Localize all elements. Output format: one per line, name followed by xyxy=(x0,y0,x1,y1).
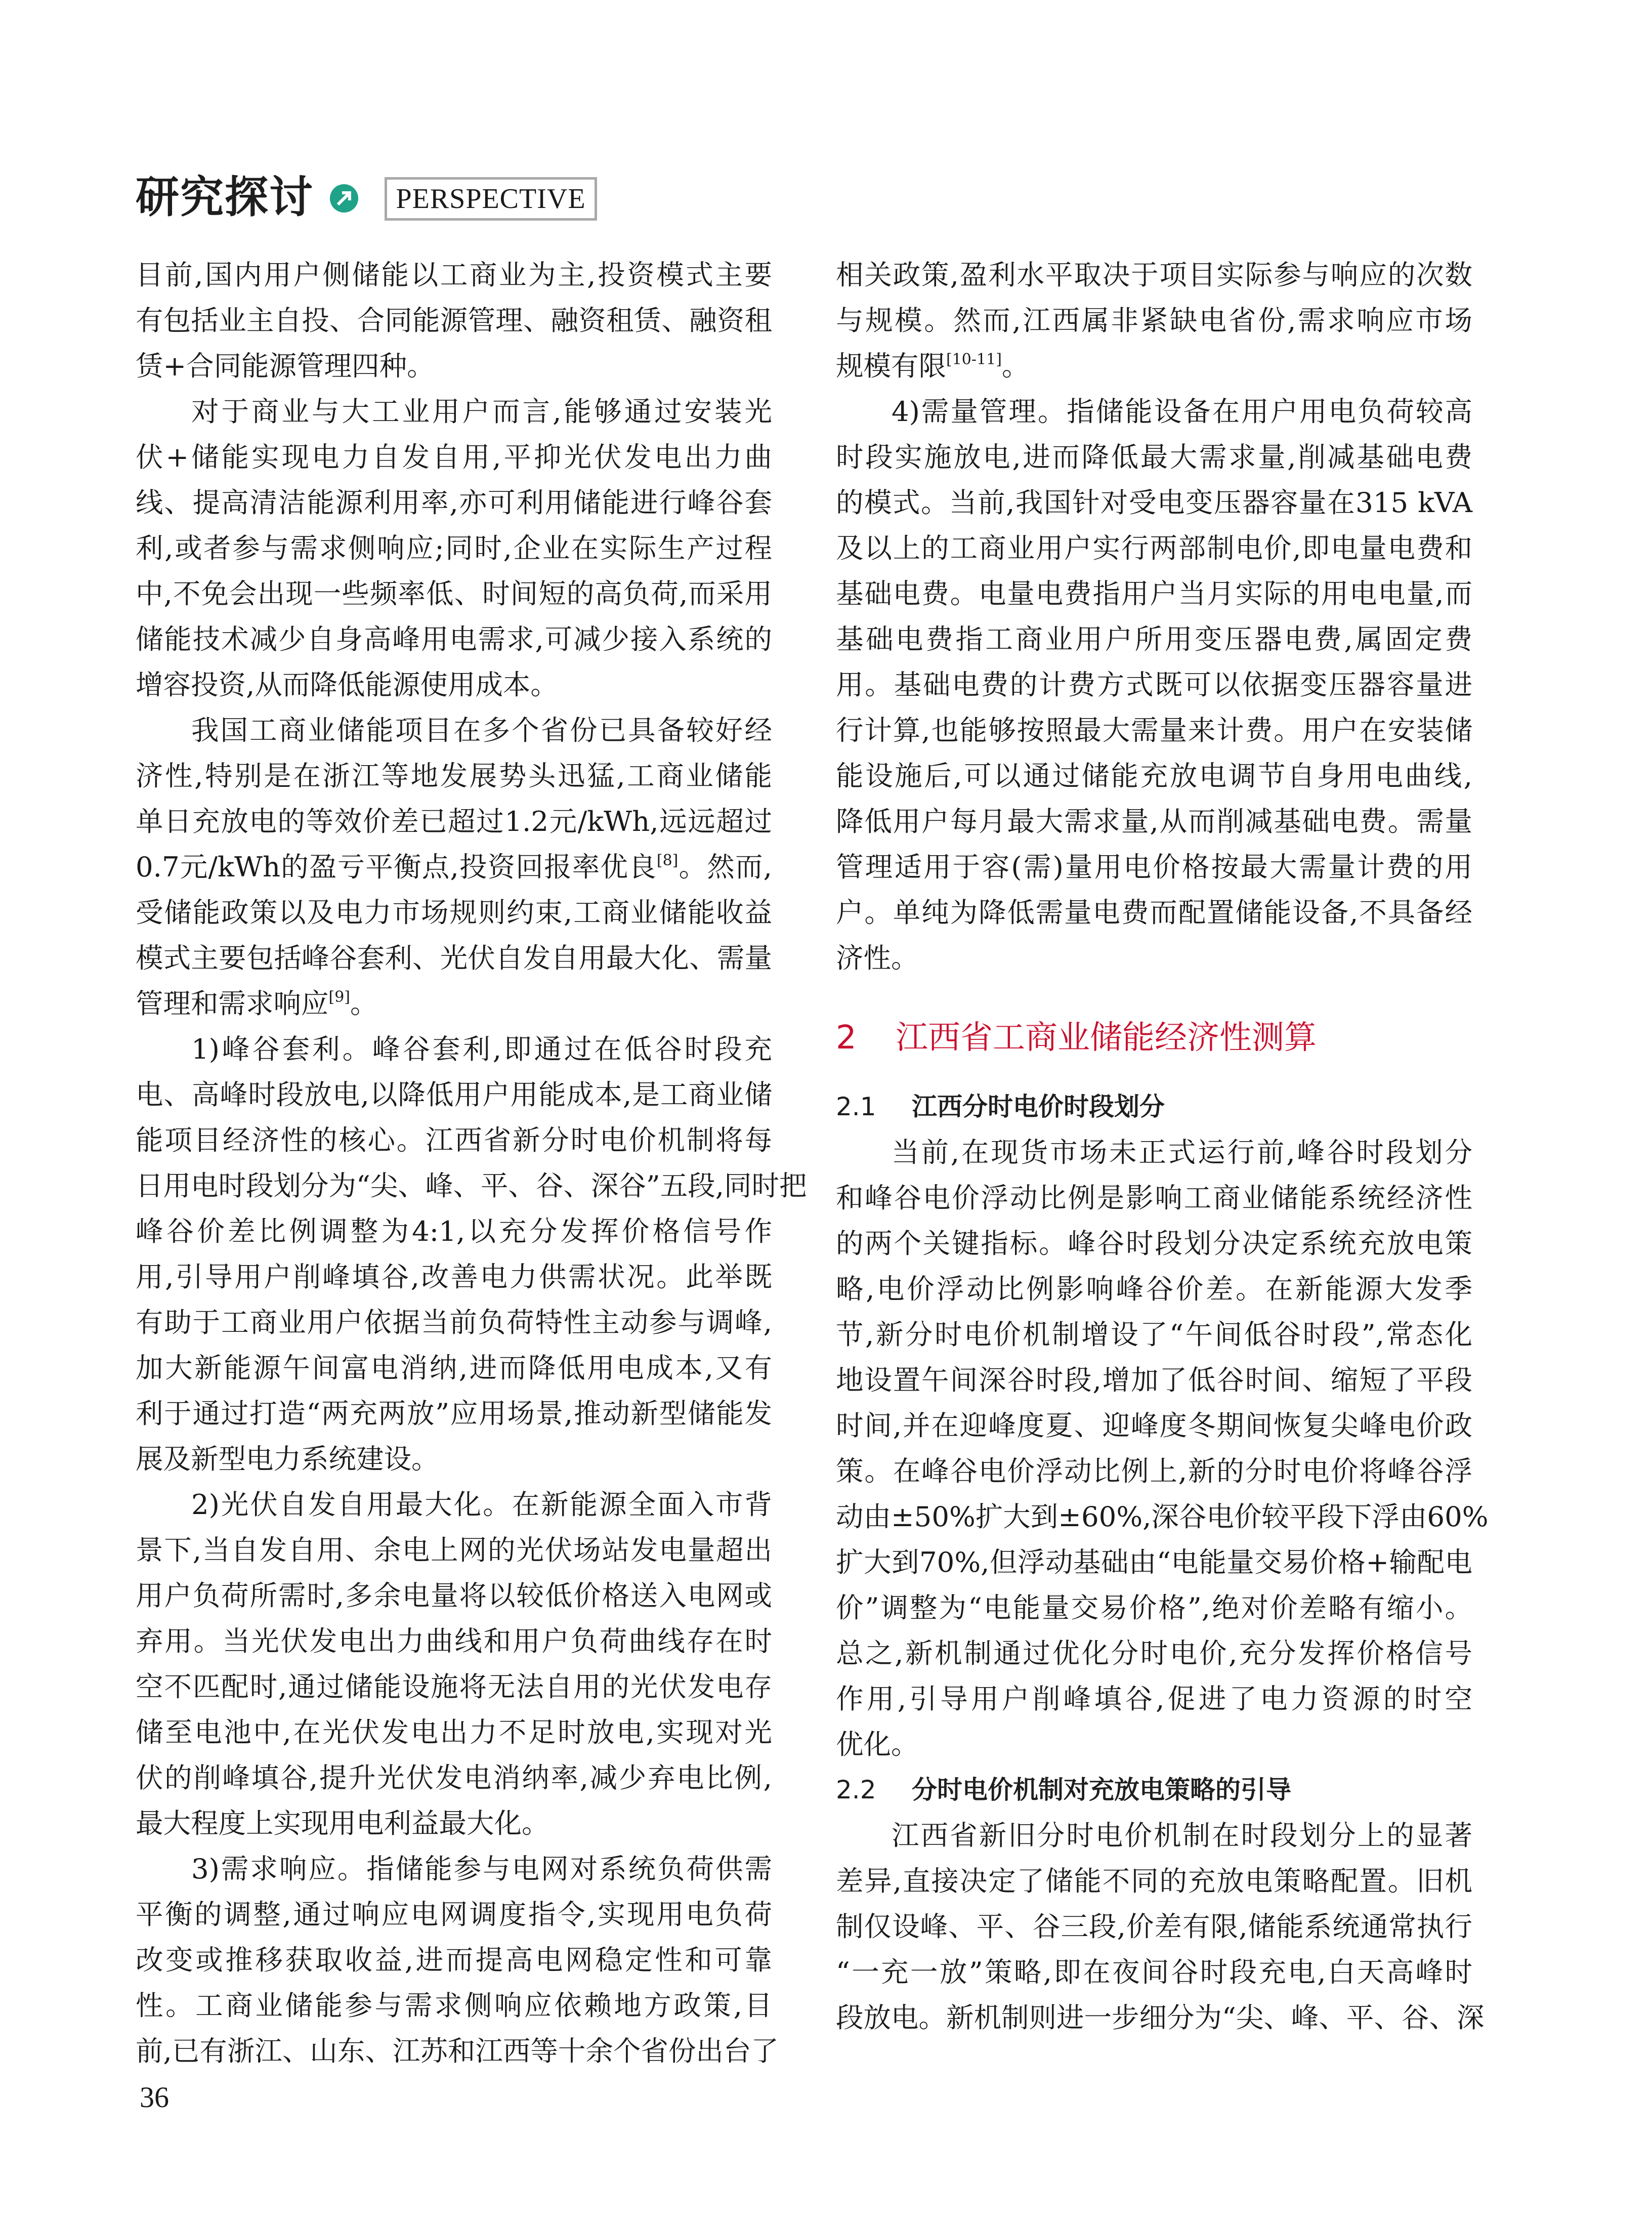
text-line: 能设施后,可以通过储能充放电调节自身用电曲线, xyxy=(836,760,1472,792)
text-line: 前,已有浙江、山东、江苏和江西等十余个省份出台了 xyxy=(136,2035,779,2067)
text-line: 及以上的工商业用户实行两部制电价,即电量电费和 xyxy=(836,532,1472,564)
text-line: 展及新型电力系统建设。 xyxy=(136,1443,439,1475)
text-line: 3)需求响应。指储能参与电网对系统负荷供需 xyxy=(191,1853,772,1885)
text-line xyxy=(136,844,772,890)
text-line: 相关政策,盈利水平取决于项目实际参与响应的次数 xyxy=(836,259,1472,291)
text-line: 利,或者参与需求侧响应;同时,企业在实际生产过程 xyxy=(136,532,772,564)
section-label-box xyxy=(385,177,597,221)
text-line: 扩大到70%,但浮动基础由“电能量交易价格+输配电 xyxy=(836,1546,1472,1578)
text-line: 基础电费。电量电费指用户当月实际的用电电量,而 xyxy=(836,577,1472,610)
text-line: 伏+储能实现电力自发自用,平抑光伏发电出力曲 xyxy=(136,441,772,473)
subsection-heading-2-2 xyxy=(836,1767,1472,1813)
subsection-title: 分时电价机制对充放电策略的引导 xyxy=(912,1775,1291,1804)
text-line: 对于商业与大工业用户而言,能够通过安装光 xyxy=(191,395,772,428)
text-line: 有包括业主自投、合同能源管理、融资租赁、融资租 xyxy=(136,304,772,337)
text-line: 时段实施放电,进而降低最大需求量,削减基础电费 xyxy=(836,441,1472,473)
text-line: 赁+合同能源管理四种。 xyxy=(136,350,435,382)
text-line: 制仅设峰、平、谷三段,价差有限,储能系统通常执行 xyxy=(836,1910,1472,1943)
text-line: 管理适用于容(需)量用电价格按最大需量计费的用 xyxy=(836,851,1472,883)
text-line: 储能技术减少自身高峰用电需求,可减少接入系统的 xyxy=(136,623,772,655)
text-line: 基础电费指工商业用户所用变压器电费,属固定费 xyxy=(836,623,1472,655)
text-line: 增容投资,从而降低能源使用成本。 xyxy=(136,668,558,701)
section-title: 研究探讨 xyxy=(136,172,314,223)
text-line: 和峰谷电价浮动比例是影响工商业储能系统经济性 xyxy=(836,1182,1472,1214)
paragraph xyxy=(136,252,772,389)
text-line: 我国工商业储能项目在多个省份已具备较好经 xyxy=(191,714,772,746)
text-line: 段放电。新机制则进一步细分为“尖、峰、平、谷、深 xyxy=(836,2001,1485,2034)
paragraph xyxy=(136,1026,807,1482)
text-line: 模式主要包括峰谷套利、光伏自发自用最大化、需量 xyxy=(136,942,772,974)
paragraph xyxy=(836,252,1472,389)
text-line: 受储能政策以及电力市场规则约束,工商业储能收益 xyxy=(136,896,772,929)
section-number: 2 xyxy=(836,1019,857,1057)
text-line: 当前,在现货市场未正式运行前,峰谷时段划分 xyxy=(892,1136,1472,1168)
text-line: 日用电时段划分为“尖、峰、平、谷、深谷”五段,同时把 xyxy=(136,1169,807,1202)
left-column xyxy=(136,252,807,2074)
page-number: 36 xyxy=(140,2081,169,2114)
subsection-heading-2-1 xyxy=(836,1084,1472,1129)
right-block-b xyxy=(836,1129,1489,1767)
text-line: 作用,引导用户削峰填谷,促进了电力资源的时空 xyxy=(836,1683,1472,1715)
text-line: 电、高峰时段放电,以降低用户用能成本,是工商业储 xyxy=(136,1078,772,1111)
text-line: 户。单纯为降低需量电费而配置储能设备,不具备经 xyxy=(836,896,1472,929)
right-column xyxy=(836,252,1489,2040)
text-line: 目前,国内用户侧储能以工商业为主,投资模式主要 xyxy=(136,259,772,291)
text-line: 价”调整为“电能量交易价格”,绝对价差略有缩小。 xyxy=(836,1591,1472,1624)
text-line: 储至电池中,在光伏发电出力不足时放电,实现对光 xyxy=(136,1716,772,1748)
text-line: 江西省新旧分时电价机制在时段划分上的显著 xyxy=(892,1819,1472,1852)
citation-reference[interactable]: [8] xyxy=(656,852,679,869)
citation-reference[interactable]: [10-11] xyxy=(946,351,1002,368)
text-segment: 0.7元/kWh的盈亏平衡点,投资回报率优良 xyxy=(136,851,657,883)
text-line: 差异,直接决定了储能不同的充放电策略配置。旧机 xyxy=(836,1865,1472,1897)
text-line: 用。基础电费的计费方式既可以依据变压器容量进 xyxy=(836,668,1472,701)
paragraph xyxy=(136,707,772,1026)
text-segment: 。 xyxy=(1001,350,1030,382)
text-segment: 规模有限 xyxy=(836,350,947,382)
paragraph xyxy=(836,1813,1485,2040)
subsection-number: 2.1 xyxy=(836,1092,876,1121)
section-heading xyxy=(836,1015,1472,1061)
text-line: 用,引导用户削峰填谷,改善电力供需状况。此举既 xyxy=(136,1261,772,1293)
text-line: 平衡的调整,通过响应电网调度指令,实现用电负荷 xyxy=(136,1898,772,1930)
text-line: 动由±50%扩大到±60%,深谷电价较平段下浮由60% xyxy=(836,1500,1489,1533)
text-line: 单日充放电的等效价差已超过1.2元/kWh,远远超过 xyxy=(136,805,772,837)
text-line: 与规模。然而,江西属非紧缺电省份,需求响应市场 xyxy=(836,304,1472,337)
subsection-number: 2.2 xyxy=(836,1775,876,1804)
text-line: 优化。 xyxy=(836,1728,919,1760)
text-line: 的两个关键指标。峰谷时段划分决定系统充放电策 xyxy=(836,1227,1472,1259)
right-block-c xyxy=(836,1813,1485,2040)
text-line: 总之,新机制通过优化分时电价,充分发挥价格信号 xyxy=(836,1637,1472,1669)
text-line xyxy=(136,981,772,1026)
text-line: 地设置午间深谷时段,增加了低谷时间、缩短了平段 xyxy=(836,1364,1472,1396)
paragraph xyxy=(136,389,772,707)
text-line: 峰谷价差比例调整为4:1,以充分发挥价格信号作 xyxy=(136,1215,772,1247)
paragraph xyxy=(836,389,1472,981)
text-line: 降低用户每月最大需求量,从而削减基础电费。需量 xyxy=(836,805,1472,837)
text-line: 空不匹配时,通过储能设施将无法自用的光伏发电存 xyxy=(136,1670,772,1703)
text-line: 4)需量管理。指储能设备在用户用电负荷较高 xyxy=(892,395,1472,428)
section-heading-title: 江西省工商业储能经济性测算 xyxy=(896,1019,1317,1057)
text-line xyxy=(836,343,1472,389)
text-line: “一充一放”策略,即在夜间谷时段充电,白天高峰时 xyxy=(836,1956,1472,1988)
text-line: 时间,并在迎峰度夏、迎峰度冬期间恢复尖峰电价政 xyxy=(836,1409,1472,1442)
paragraph xyxy=(136,1482,772,1846)
text-line: 策。在峰谷电价浮动比例上,新的分时电价将峰谷浮 xyxy=(836,1455,1472,1487)
text-line: 性。工商业储能参与需求侧响应依赖地方政策,目 xyxy=(136,1989,772,2022)
text-line: 加大新能源午间富电消纳,进而降低用电成本,又有 xyxy=(136,1352,772,1384)
text-line: 用户负荷所需时,多余电量将以较低价格送入电网或 xyxy=(136,1579,772,1612)
text-line: 略,电价浮动比例影响峰谷价差。在新能源大发季 xyxy=(836,1273,1472,1305)
arrow-up-right-icon xyxy=(330,184,358,213)
text-segment: 。 xyxy=(350,987,378,1020)
paragraph xyxy=(836,1129,1489,1767)
text-line: 2)光伏自发自用最大化。在新能源全面入市背 xyxy=(191,1488,772,1521)
citation-reference[interactable]: [9] xyxy=(328,988,351,1006)
text-segment: 。然而, xyxy=(678,851,772,883)
text-line: 节,新分时电价机制增设了“午间低谷时段”,常态化 xyxy=(836,1318,1472,1351)
text-line: 最大程度上实现用电利益最大化。 xyxy=(136,1807,549,1839)
section-label: PERSPECTIVE xyxy=(396,183,586,215)
text-line: 济性,特别是在浙江等地发展势头迅猛,工商业储能 xyxy=(136,760,772,792)
text-line: 的模式。当前,我国针对受电变压器容量在315 kVA xyxy=(836,486,1472,519)
text-line: 有助于工商业用户依据当前负荷特性主动参与调峰, xyxy=(136,1306,772,1338)
text-segment: 管理和需求响应 xyxy=(136,987,329,1020)
text-line: 弃用。当光伏发电出力曲线和用户负荷曲线存在时 xyxy=(136,1625,772,1657)
text-line: 改变或推移获取收益,进而提高电网稳定性和可靠 xyxy=(136,1944,772,1976)
text-line: 线、提高清洁能源利用率,亦可利用储能进行峰谷套 xyxy=(136,486,772,519)
subsection-title: 江西分时电价时段划分 xyxy=(912,1092,1165,1121)
text-line: 行计算,也能够按照最大需量来计费。用户在安装储 xyxy=(836,714,1472,746)
text-line: 利于通过打造“两充两放”应用场景,推动新型储能发 xyxy=(136,1397,772,1430)
text-line: 景下,当自发自用、余电上网的光伏场站发电量超出 xyxy=(136,1534,772,1566)
arrow-up-right-glyph xyxy=(330,184,358,213)
text-line: 伏的削峰填谷,提升光伏发电消纳率,减少弃电比例, xyxy=(136,1761,772,1794)
text-line: 济性。 xyxy=(836,942,919,974)
text-line: 1)峰谷套利。峰谷套利,即通过在低谷时段充 xyxy=(191,1033,772,1065)
text-line: 能项目经济性的核心。江西省新分时电价机制将每 xyxy=(136,1124,772,1156)
paragraph xyxy=(136,1846,779,2074)
text-line: 中,不免会出现一些频率低、时间短的高负荷,而采用 xyxy=(136,577,772,610)
right-block-a xyxy=(836,252,1472,981)
